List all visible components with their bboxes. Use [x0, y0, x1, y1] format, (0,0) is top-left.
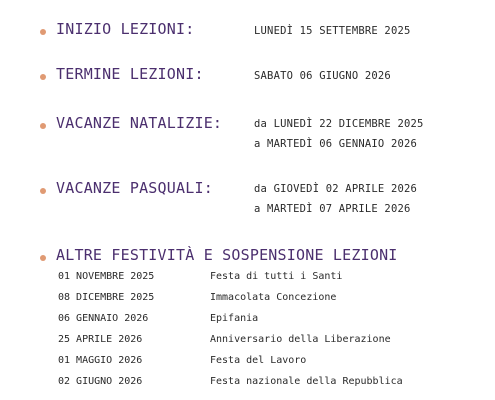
holiday-description: Immacolata Concezione	[210, 292, 337, 303]
bullet-dot-icon	[40, 123, 46, 129]
date-line: a MARTEDÌ 06 GENNAIO 2026	[254, 138, 418, 150]
section-heading: VACANZE PASQUALI:	[56, 179, 213, 197]
bullet-dot-icon	[40, 29, 46, 35]
date-line: da GIOVEDÌ 02 APRILE 2026	[254, 183, 418, 195]
holiday-date: 01 MAGGIO 2026	[58, 355, 143, 366]
holiday-description: Festa nazionale della Repubblica	[210, 376, 403, 387]
holiday-date: 06 GENNAIO 2026	[58, 313, 149, 324]
bullet-dot-icon	[40, 188, 46, 194]
date-line: a MARTEDÌ 07 APRILE 2026	[254, 203, 411, 215]
bullet-dot-icon	[40, 74, 46, 80]
bullet-dot-icon	[40, 255, 46, 261]
holiday-date: 25 APRILE 2026	[58, 334, 143, 345]
section-heading: TERMINE LEZIONI:	[56, 65, 204, 83]
holiday-date: 01 NOVEMBRE 2025	[58, 271, 155, 282]
holiday-description: Epifania	[210, 313, 259, 324]
section-heading: INIZIO LEZIONI:	[56, 20, 195, 38]
holiday-description: Festa del Lavoro	[210, 355, 307, 366]
date-line: da LUNEDÌ 22 DICEMBRE 2025	[254, 118, 424, 130]
holiday-description: Anniversario della Liberazione	[210, 334, 391, 345]
date-line: LUNEDÌ 15 SETTEMBRE 2025	[254, 25, 411, 37]
holiday-date: 02 GIUGNO 2026	[58, 376, 143, 387]
section-heading: ALTRE FESTIVITÀ E SOSPENSIONE LEZIONI	[56, 246, 398, 264]
holiday-description: Festa di tutti i Santi	[210, 271, 343, 282]
date-line: SABATO 06 GIUGNO 2026	[254, 70, 391, 82]
section-heading: VACANZE NATALIZIE:	[56, 114, 223, 132]
holiday-date: 08 DICEMBRE 2025	[58, 292, 155, 303]
